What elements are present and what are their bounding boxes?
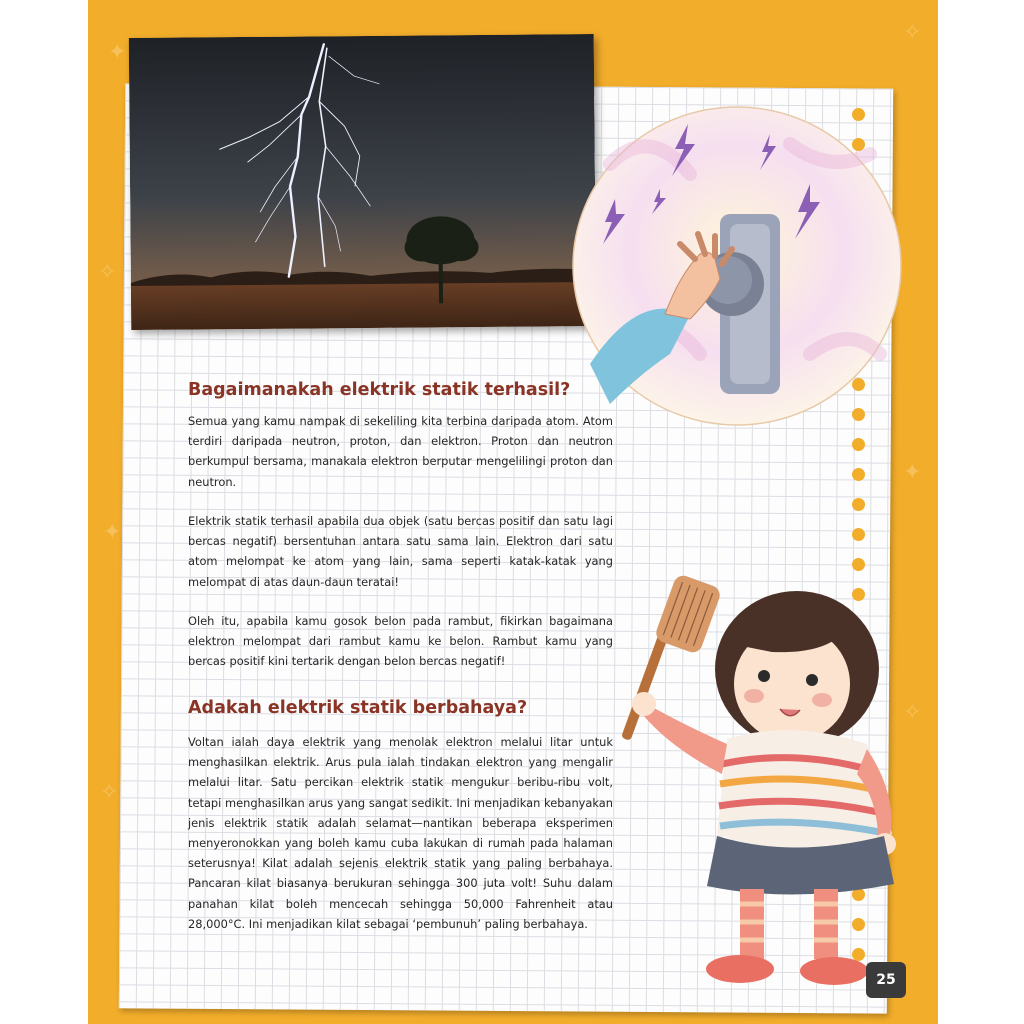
section-heading-is-static-dangerous: Adakah elektrik statik berbahaya? [188, 698, 528, 718]
paragraph-voltage: Voltan ialah daya elektrik yang menolak elektron melalui litar untuk menghasilkan elektrik. Arus pula ialah tindakan elektron yang mengalir melalui litar. Satu percikan elektrik statik mengukur beribu-ribu volt, tetapi menghasilkan arus yang sangat sedikit. Ini menjadikan kebanyakan jenis elektrik statik adalah selamat—nantikan beberapa eksperimen menyeronokkan yang boleh kamu cuba lakukan di rumah pada halaman seterusnya! Kilat adalah sejenis elektrik statik yang paling berbahaya. Pancaran kilat biasanya berukuran sehingga 300 juta volt! Suhu dalam panahan kilat boleh mencecah sehingga 50,000 Fahrenheit atau 28,000°C. Ini menjadikan kilat sebagai ‘pembunuh’ paling berbahaya. [188, 735, 613, 931]
paragraph-static-produced: Elektrik statik terhasil apabila dua objek (satu bercas positif dan satu lagi bercas negatif) bersentuhan antara satu sama lain. Elektron dari satu atom melompat ke atom yang lain, sama seperti katak-katak yang melompat di atas daun-daun teratai! [188, 514, 613, 589]
section-heading-how-static-forms: Bagaimanakah elektrik statik terhasil? [188, 380, 571, 400]
paragraph-balloon: Oleh itu, apabila kamu gosok belon pada rambut, fikirkan bagaimana elektron melompat dari rambut kamu ke belon. Rambut kamu yang bercas positif kini tertarik dengan belon bercas negatif! [188, 614, 613, 669]
bulb-doodle-icon: ✧ [98, 260, 117, 285]
bulb-doodle-icon: ✦ [103, 520, 122, 545]
girl-with-brush-illustration [622, 574, 912, 994]
bulb-doodle-icon: ✦ [903, 460, 922, 485]
bulb-doodle-icon: ✦ [108, 40, 127, 65]
page-number-badge: 25 [866, 962, 906, 998]
bulb-doodle-icon: ✧ [100, 780, 119, 805]
doorknob-shock-illustration [570, 104, 904, 428]
lightning-photo [129, 34, 597, 330]
binder-hole [852, 468, 865, 481]
binder-hole [852, 498, 865, 511]
binder-hole [852, 438, 865, 451]
bulb-doodle-icon: ✧ [903, 20, 922, 45]
bulb-doodle-icon: ✧ [903, 700, 922, 725]
paragraph-atoms: Semua yang kamu nampak di sekeliling kita terbina daripada atom. Atom terdiri daripada neutron, proton, dan elektron. Proton dan neutron berkumpul bersama, manakala elektron berputar mengelilingi proton dan neutron. [188, 414, 613, 489]
binder-hole [852, 558, 865, 571]
binder-hole [852, 528, 865, 541]
